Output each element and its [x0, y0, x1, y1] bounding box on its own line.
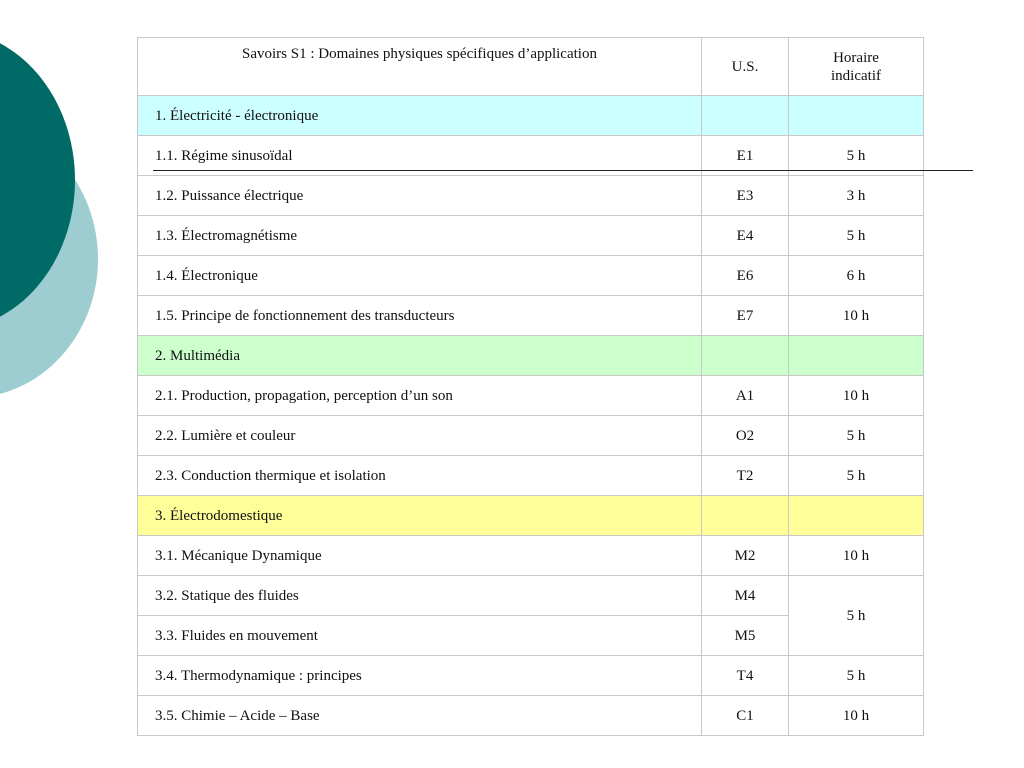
row-us [702, 96, 789, 136]
header-title: Savoirs S1 : Domaines physiques spécifiques d’application [138, 38, 702, 96]
section-row-electrodomestique [138, 496, 924, 536]
row-label: 3.4. Thermodynamique : principes [138, 656, 702, 696]
header-us: U.S. [702, 38, 789, 96]
table-row [138, 176, 924, 216]
header-horaire-line2: indicatif [831, 67, 881, 84]
row-hours: 10 h [789, 536, 924, 576]
row-hours: 10 h [789, 376, 924, 416]
row-us [702, 496, 789, 536]
row-label: 3.2. Statique des fluides [138, 576, 702, 616]
row-us: C1 [702, 696, 789, 736]
row-label: 3.3. Fluides en mouvement [138, 616, 702, 656]
row-label: 3. Électrodomestique [138, 496, 702, 536]
row-label: 3.1. Mécanique Dynamique [138, 536, 702, 576]
row-hours-merged: 5 h [789, 576, 924, 656]
table-row [138, 216, 924, 256]
row-label: 1. Électricité - électronique [138, 96, 702, 136]
table-row [138, 416, 924, 456]
row-hours: 5 h [789, 216, 924, 256]
row-label: 1.5. Principe de fonctionnement des transducteurs [138, 296, 702, 336]
row-us: M2 [702, 536, 789, 576]
row-hours: 5 h [789, 416, 924, 456]
table-row [138, 256, 924, 296]
section-row-multimedia [138, 336, 924, 376]
table-row [138, 536, 924, 576]
row-us: E3 [702, 176, 789, 216]
row-label: 1.2. Puissance électrique [138, 176, 702, 216]
section-row-electricite [138, 96, 924, 136]
row-hours [789, 336, 924, 376]
row-us: E4 [702, 216, 789, 256]
row-us [702, 336, 789, 376]
row-us: A1 [702, 376, 789, 416]
row-label: 3.5. Chimie – Acide – Base [138, 696, 702, 736]
row-us: T2 [702, 456, 789, 496]
row-hours: 5 h [789, 456, 924, 496]
table-row [138, 656, 924, 696]
row-hours: 10 h [789, 296, 924, 336]
table-row [138, 576, 924, 616]
row-hours [789, 496, 924, 536]
table-row [138, 296, 924, 336]
header-horaire-line1: Horaire [833, 49, 879, 66]
curriculum-table [137, 37, 924, 736]
row-hours [789, 96, 924, 136]
row-hours: 3 h [789, 176, 924, 216]
table-row [138, 456, 924, 496]
table-header-row [138, 38, 924, 96]
table-row [138, 696, 924, 736]
table-row [138, 376, 924, 416]
row-label: 1.1. Régime sinusoïdal [138, 136, 702, 176]
row-hours: 10 h [789, 696, 924, 736]
row-hours: 5 h [789, 136, 924, 176]
row-us: M5 [702, 616, 789, 656]
header-horaire [789, 38, 924, 96]
row-us: M4 [702, 576, 789, 616]
row-label: 2.3. Conduction thermique et isolation [138, 456, 702, 496]
row-hours: 6 h [789, 256, 924, 296]
row-hours: 5 h [789, 656, 924, 696]
row-us: E6 [702, 256, 789, 296]
row-us: O2 [702, 416, 789, 456]
row-us: E7 [702, 296, 789, 336]
row-label: 1.3. Électromagnétisme [138, 216, 702, 256]
row-label: 2.2. Lumière et couleur [138, 416, 702, 456]
row-label: 2. Multimédia [138, 336, 702, 376]
horizontal-rule [153, 170, 973, 171]
row-label: 1.4. Électronique [138, 256, 702, 296]
row-label: 2.1. Production, propagation, perception d’un son [138, 376, 702, 416]
row-us: E1 [702, 136, 789, 176]
row-us: T4 [702, 656, 789, 696]
